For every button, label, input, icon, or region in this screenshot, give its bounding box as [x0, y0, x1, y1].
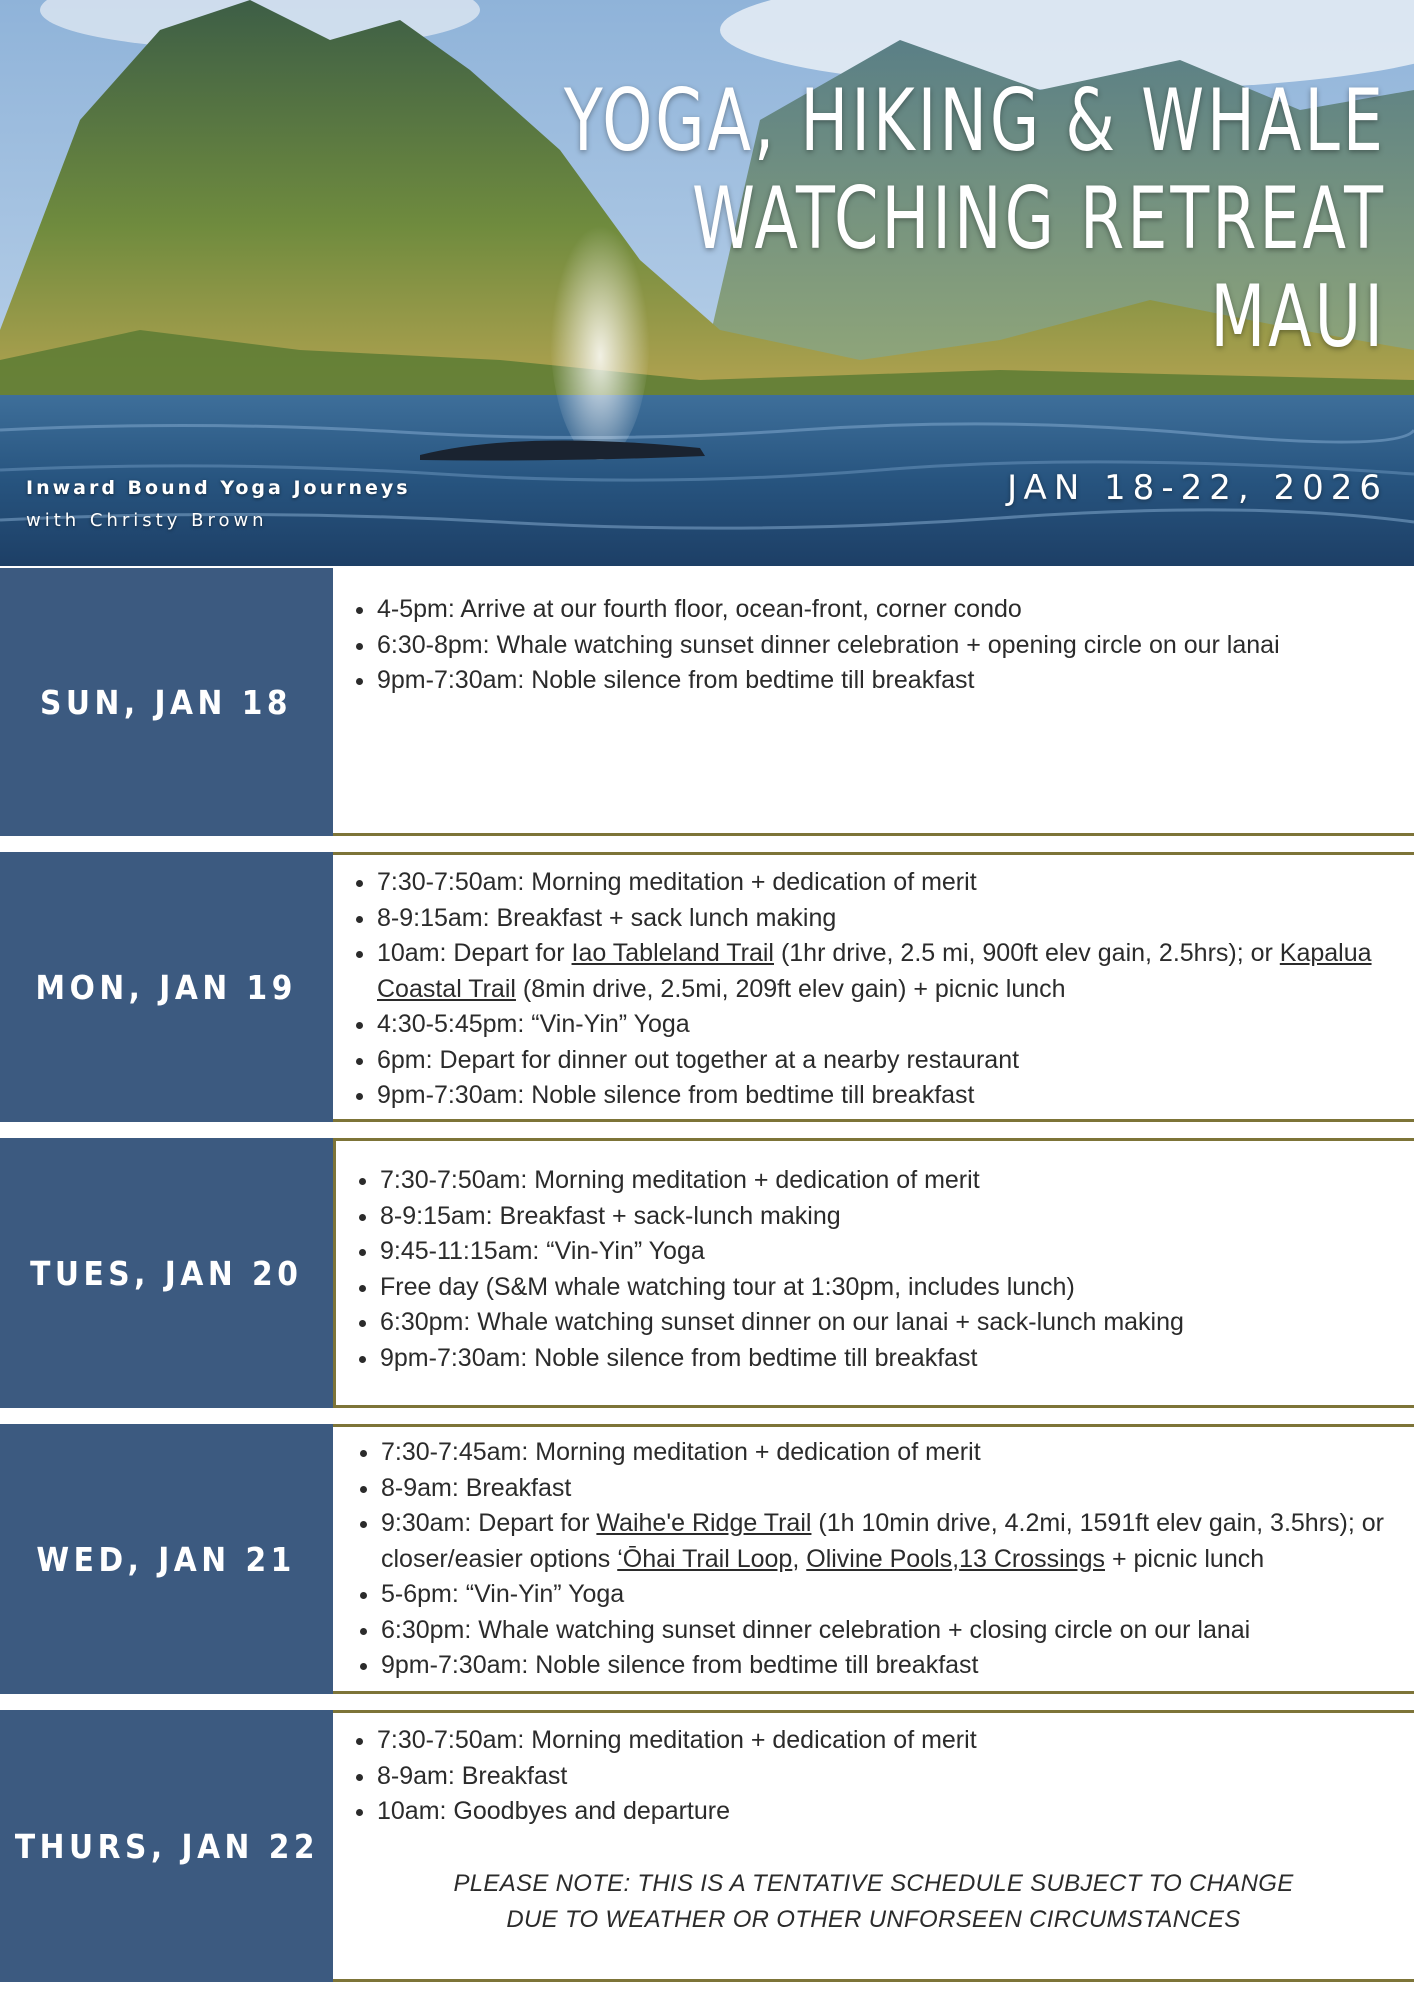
item-text: (1hr drive, 2.5 mi, 900ft elev gain, 2.5hrs); or	[774, 939, 1280, 967]
hero-banner	[0, 0, 1414, 566]
day-schedule	[333, 568, 1414, 836]
item-text: 10am: Depart for	[377, 939, 572, 967]
schedule-list	[333, 592, 1414, 699]
list-item: • 6:30pm: Whale watching sunset dinner celebration + closing circle on our lanai	[381, 1613, 1400, 1649]
list-item: • 10am: Goodbyes and departure	[377, 1794, 1400, 1830]
list-item: • 5-6pm: “Vin-Yin” Yoga	[381, 1577, 1400, 1613]
list-item: • Free day (S&M whale watching tour at 1:30pm, includes lunch)	[380, 1270, 1400, 1306]
schedule-list	[333, 1435, 1414, 1684]
list-item	[377, 936, 1400, 1007]
day-schedule	[333, 852, 1414, 1122]
day-schedule	[333, 1710, 1414, 1982]
retreat-title	[564, 72, 1386, 366]
day-row-thurs	[0, 1710, 1414, 1982]
trail-link-olivine-pools[interactable]: Olivine Pools	[806, 1544, 953, 1573]
day-label	[0, 852, 333, 1122]
day-label	[0, 1424, 333, 1694]
list-item: • 6:30pm: Whale watching sunset dinner on our lanai + sack-lunch making	[380, 1305, 1400, 1341]
schedule-list	[336, 1163, 1414, 1376]
item-text: + picnic lunch	[1105, 1544, 1265, 1573]
trail-link-ohai-loop[interactable]: ‘Ōhai Trail Loop	[617, 1544, 793, 1573]
list-item: • 7:30-7:50am: Morning meditation + dedication of merit	[380, 1163, 1400, 1199]
host-name: with Christy Brown	[26, 510, 268, 531]
schedule-disclaimer	[333, 1866, 1414, 1938]
list-item: • 7:30-7:50am: Morning meditation + dedication of merit	[377, 1723, 1400, 1759]
list-item: • 8-9:15am: Breakfast + sack lunch making	[377, 901, 1400, 937]
day-label	[0, 568, 333, 836]
item-text: 9:30am: Depart for	[381, 1509, 597, 1537]
day-label-text: WED, JAN 21	[36, 1539, 297, 1579]
day-label	[0, 1710, 333, 1982]
item-text: (8min drive, 2.5mi, 209ft elev gain) + picnic lunch	[515, 974, 1066, 1003]
schedule-list	[333, 865, 1414, 1114]
day-label-text: SUN, JAN 18	[40, 682, 293, 722]
title-line: MAUI	[1210, 267, 1386, 367]
day-label	[0, 1138, 333, 1408]
list-item: • 4-5pm: Arrive at our fourth floor, ocean-front, corner condo	[377, 592, 1400, 628]
item-text: ,	[952, 1544, 960, 1573]
list-item: • 6:30-8pm: Whale watching sunset dinner celebration + opening circle on our lanai	[377, 628, 1400, 664]
day-label-text: TUES, JAN 20	[30, 1253, 303, 1293]
trail-link-iao-tableland[interactable]: Iao Tableland Trail	[571, 939, 774, 967]
list-item: • 9:45-11:15am: “Vin-Yin” Yoga	[380, 1234, 1400, 1270]
day-schedule	[333, 1138, 1414, 1408]
disclaimer-line: PLEASE NOTE: THIS IS A TENTATIVE SCHEDULE SUBJECT TO CHANGE	[453, 1869, 1294, 1897]
list-item: • 8-9am: Breakfast	[377, 1759, 1400, 1795]
day-schedule	[333, 1424, 1414, 1694]
list-item: • 9pm-7:30am: Noble silence from bedtime till breakfast	[380, 1341, 1400, 1377]
title-line: WATCHING RETREAT	[692, 169, 1386, 269]
day-row-sun	[0, 568, 1414, 836]
day-row-mon	[0, 852, 1414, 1122]
day-row-tues	[0, 1138, 1414, 1408]
retreat-dates: JAN 18-22, 2026	[1007, 468, 1388, 508]
list-item: • 6pm: Depart for dinner out together at a nearby restaurant	[377, 1043, 1400, 1079]
day-label-text: MON, JAN 19	[35, 967, 298, 1007]
schedule-list	[333, 1723, 1414, 1830]
organization-name: Inward Bound Yoga Journeys	[26, 477, 411, 499]
list-item: • 7:30-7:45am: Morning meditation + dedication of merit	[381, 1435, 1400, 1471]
list-item	[381, 1506, 1400, 1577]
list-item: • 7:30-7:50am: Morning meditation + dedication of merit	[377, 865, 1400, 901]
day-row-wed	[0, 1424, 1414, 1694]
list-item: • 4:30-5:45pm: “Vin-Yin” Yoga	[377, 1007, 1400, 1043]
title-line: YOGA, HIKING & WHALE	[563, 71, 1386, 171]
list-item: • 9pm-7:30am: Noble silence from bedtime till breakfast	[377, 663, 1400, 699]
item-text: ,	[792, 1544, 807, 1573]
list-item: • 9pm-7:30am: Noble silence from bedtime till breakfast	[377, 1078, 1400, 1114]
trail-link-kapalua-coastal[interactable]: Kapalua Coastal Trail	[377, 939, 1372, 1003]
day-label-text: THURS, JAN 22	[14, 1826, 319, 1866]
item-text: (1h 10min drive, 4.2mi, 1591ft elev gain, 3.5hrs); or closer/easier options	[381, 1509, 1384, 1573]
trail-link-13-crossings[interactable]: 13 Crossings	[959, 1544, 1106, 1573]
disclaimer-line: DUE TO WEATHER OR OTHER UNFORSEEN CIRCUMSTANCES	[506, 1905, 1241, 1933]
list-item: • 9pm-7:30am: Noble silence from bedtime till breakfast	[381, 1648, 1400, 1684]
trail-link-waihee-ridge[interactable]: Waihe'e Ridge Trail	[596, 1509, 812, 1537]
list-item: • 8-9am: Breakfast	[381, 1471, 1400, 1507]
list-item: • 8-9:15am: Breakfast + sack-lunch making	[380, 1199, 1400, 1235]
